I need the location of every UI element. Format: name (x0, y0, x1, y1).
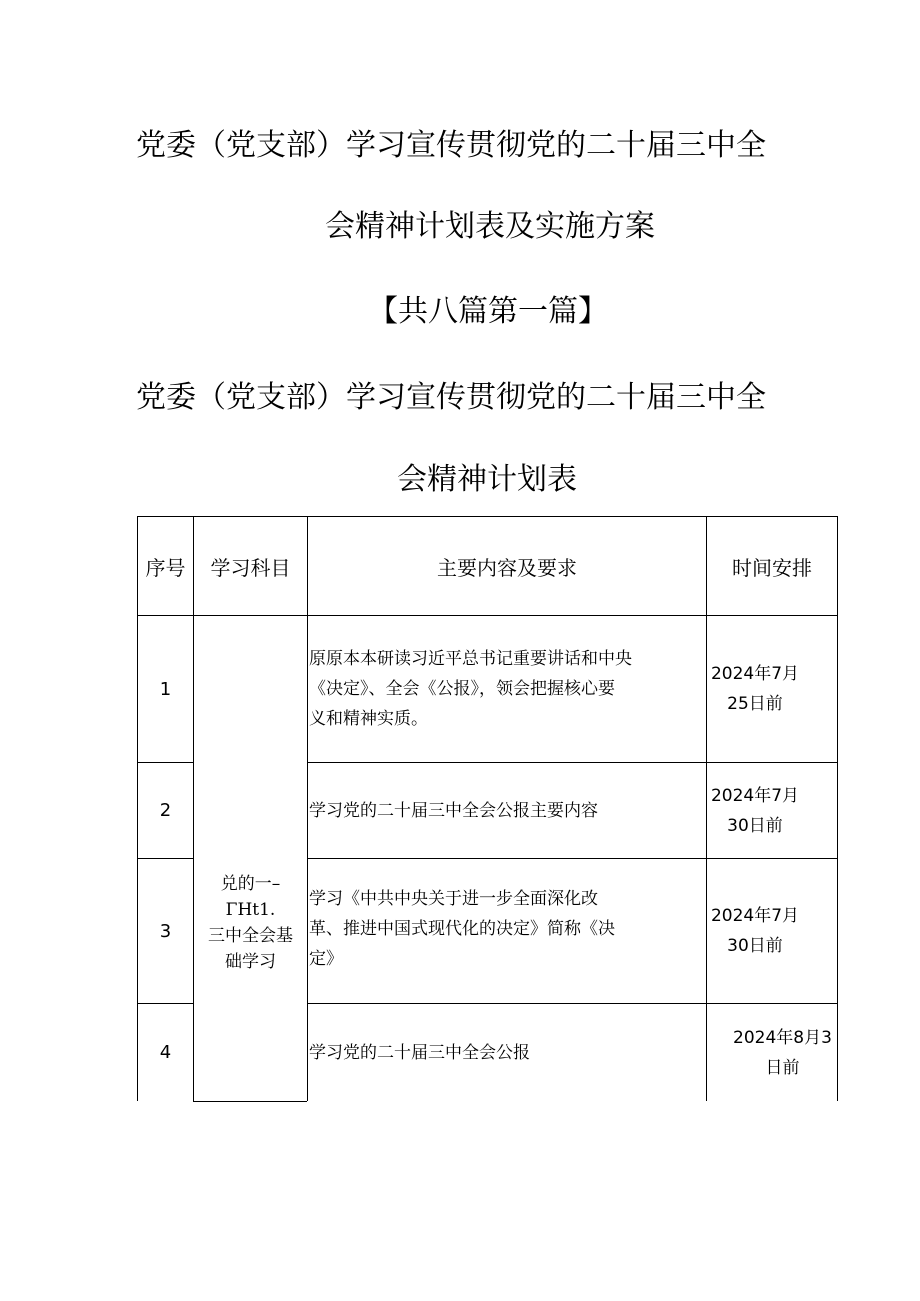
row-2-content (309, 763, 705, 858)
header-study-subject: 学习科目 (210, 555, 291, 580)
date-line: 25日前 (727, 694, 783, 714)
date-line: 30日前 (727, 936, 783, 956)
table-title-line-1: 党委（党支部）学习宣传贯彻党的二十届三中全 (136, 380, 766, 415)
date-line: 2024年7月 (710, 785, 800, 806)
header-schedule: 时间安排 (732, 555, 812, 580)
date-line: 2024年7月 (710, 906, 800, 926)
date-line: 30日前 (727, 815, 783, 836)
row-3-number: 3 (159, 920, 172, 942)
table-title-line-2: 会精神计划表 (397, 462, 577, 497)
content-line: 学习党的二十届三中全会公报主要内容 (309, 800, 598, 821)
row-2-number: 2 (159, 800, 172, 821)
header-serial-number: 序号 (145, 555, 186, 580)
content-line: 革、推进中国式现代化的决定》简称《决 (309, 919, 615, 939)
content-line: 定》 (309, 949, 343, 969)
row-3-content (309, 859, 705, 999)
row-4-date (728, 1004, 837, 1101)
content-line: 义和精神实质。 (309, 709, 428, 729)
row-2-date (707, 763, 803, 858)
date-line: 2024年7月 (710, 664, 800, 684)
subject-line: 三中全会基 (208, 926, 293, 946)
subject-line: 兑的一– (220, 874, 281, 894)
date-line: 日前 (765, 1057, 800, 1078)
row-1-content (309, 630, 705, 748)
subject-cell (194, 858, 307, 988)
date-line: 2024年8月3 (733, 1027, 832, 1048)
row-4-number: 4 (159, 1042, 172, 1063)
header-main-content: 主要内容及要求 (437, 555, 577, 580)
subject-line: ΓHt1. (225, 900, 276, 920)
document-title-line-2: 会精神计划表及实施方案 (325, 209, 655, 244)
row-1-number: 1 (159, 678, 172, 700)
subject-line: 础学习 (225, 952, 276, 972)
part-indicator: 【共八篇第一篇】 (368, 294, 608, 329)
content-line: 学习党的二十届三中全会公报 (309, 1042, 530, 1063)
row-3-date (707, 859, 803, 1003)
content-line: 《决定》、全会《公报》，领会把握核心要 (309, 679, 615, 699)
content-line: 学习《中共中央关于进一步全面深化改 (309, 889, 598, 909)
row-1-date (707, 616, 803, 762)
document-title-line-1: 党委（党支部）学习宣传贯彻党的二十届三中全 (136, 128, 766, 163)
row-4-content (309, 1004, 705, 1101)
content-line: 原原本本研读习近平总书记重要讲话和中央 (309, 649, 632, 669)
